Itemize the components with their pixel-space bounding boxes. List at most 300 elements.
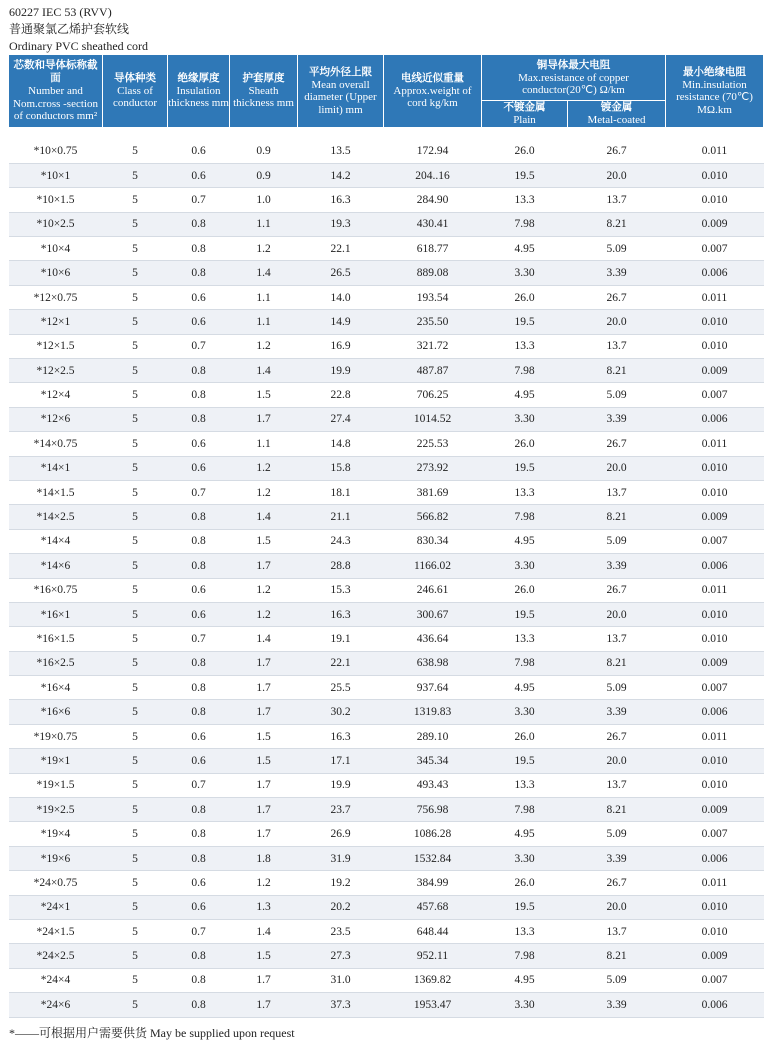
table-row bbox=[9, 700, 764, 724]
cell-weight: 204..16 bbox=[384, 163, 482, 187]
cell-min-insulation: 0.009 bbox=[666, 505, 764, 529]
table-row bbox=[9, 627, 764, 651]
cell-min-insulation: 0.011 bbox=[666, 724, 764, 748]
table-row bbox=[9, 480, 764, 504]
cell-insulation: 0.8 bbox=[168, 798, 230, 822]
cell-res-plain: 3.30 bbox=[482, 554, 568, 578]
cell-res-coated: 13.7 bbox=[568, 334, 666, 358]
cell-class: 5 bbox=[103, 359, 168, 383]
cell-res-coated: 13.7 bbox=[568, 920, 666, 944]
cell-res-coated: 26.7 bbox=[568, 140, 666, 164]
cell-sheath: 1.5 bbox=[230, 529, 298, 553]
cell-insulation: 0.6 bbox=[168, 285, 230, 309]
cell-size: *19×2.5 bbox=[9, 798, 103, 822]
cell-size: *19×1 bbox=[9, 749, 103, 773]
cell-res-plain: 26.0 bbox=[482, 285, 568, 309]
cell-min-insulation: 0.010 bbox=[666, 920, 764, 944]
table-row bbox=[9, 334, 764, 358]
cell-res-plain: 3.30 bbox=[482, 846, 568, 870]
cell-min-insulation: 0.010 bbox=[666, 334, 764, 358]
cell-class: 5 bbox=[103, 993, 168, 1017]
cell-res-plain: 7.98 bbox=[482, 651, 568, 675]
cell-diameter: 17.1 bbox=[298, 749, 384, 773]
cell-min-insulation: 0.007 bbox=[666, 968, 764, 992]
cell-sheath: 1.7 bbox=[230, 822, 298, 846]
table-row bbox=[9, 651, 764, 675]
cell-res-plain: 7.98 bbox=[482, 944, 568, 968]
table-row bbox=[9, 724, 764, 748]
cell-size: *16×4 bbox=[9, 676, 103, 700]
title-chinese: 普通聚氯乙烯护套软线 bbox=[9, 22, 130, 36]
cell-size: *12×6 bbox=[9, 407, 103, 431]
table-row bbox=[9, 773, 764, 797]
cell-insulation: 0.8 bbox=[168, 846, 230, 870]
cell-size: *14×1 bbox=[9, 456, 103, 480]
cell-diameter: 22.1 bbox=[298, 651, 384, 675]
cell-res-coated: 26.7 bbox=[568, 871, 666, 895]
cell-diameter: 14.8 bbox=[298, 432, 384, 456]
cell-size: *14×4 bbox=[9, 529, 103, 553]
table-row bbox=[9, 529, 764, 553]
cell-min-insulation: 0.007 bbox=[666, 822, 764, 846]
cell-size: *12×1 bbox=[9, 310, 103, 334]
cell-weight: 1953.47 bbox=[384, 993, 482, 1017]
cell-weight: 1014.52 bbox=[384, 407, 482, 431]
cell-size: *24×6 bbox=[9, 993, 103, 1017]
cell-diameter: 14.0 bbox=[298, 285, 384, 309]
cell-sheath: 1.2 bbox=[230, 602, 298, 626]
cell-min-insulation: 0.006 bbox=[666, 407, 764, 431]
cell-weight: 384.99 bbox=[384, 871, 482, 895]
cell-weight: 952.11 bbox=[384, 944, 482, 968]
cell-class: 5 bbox=[103, 188, 168, 212]
cell-res-plain: 7.98 bbox=[482, 798, 568, 822]
table-row bbox=[9, 822, 764, 846]
cell-weight: 225.53 bbox=[384, 432, 482, 456]
cell-insulation: 0.7 bbox=[168, 627, 230, 651]
cell-res-coated: 13.7 bbox=[568, 188, 666, 212]
cell-class: 5 bbox=[103, 871, 168, 895]
cell-class: 5 bbox=[103, 212, 168, 236]
cell-weight: 300.67 bbox=[384, 602, 482, 626]
cell-size: *10×6 bbox=[9, 261, 103, 285]
cell-sheath: 1.7 bbox=[230, 700, 298, 724]
cell-insulation: 0.6 bbox=[168, 871, 230, 895]
table-row bbox=[9, 505, 764, 529]
cell-insulation: 0.8 bbox=[168, 968, 230, 992]
cell-class: 5 bbox=[103, 310, 168, 334]
table-row bbox=[9, 968, 764, 992]
cell-sheath: 1.5 bbox=[230, 383, 298, 407]
cell-insulation: 0.8 bbox=[168, 261, 230, 285]
cell-class: 5 bbox=[103, 163, 168, 187]
cell-min-insulation: 0.010 bbox=[666, 895, 764, 919]
cell-diameter: 14.2 bbox=[298, 163, 384, 187]
cell-diameter: 20.2 bbox=[298, 895, 384, 919]
cell-sheath: 1.7 bbox=[230, 651, 298, 675]
cell-class: 5 bbox=[103, 383, 168, 407]
cell-weight: 830.34 bbox=[384, 529, 482, 553]
cell-diameter: 19.9 bbox=[298, 773, 384, 797]
table-row bbox=[9, 578, 764, 602]
cell-diameter: 31.9 bbox=[298, 846, 384, 870]
cell-insulation: 0.8 bbox=[168, 212, 230, 236]
cell-size: *16×2.5 bbox=[9, 651, 103, 675]
cell-size: *24×4 bbox=[9, 968, 103, 992]
cell-sheath: 1.0 bbox=[230, 188, 298, 212]
cell-weight: 493.43 bbox=[384, 773, 482, 797]
cell-size: *19×0.75 bbox=[9, 724, 103, 748]
cell-min-insulation: 0.007 bbox=[666, 529, 764, 553]
cell-diameter: 22.1 bbox=[298, 237, 384, 261]
header-mean-overall-diameter: 平均外径上限 Mean overall diameter (Upper limit) mm bbox=[298, 55, 384, 128]
table-row bbox=[9, 895, 764, 919]
cell-diameter: 23.7 bbox=[298, 798, 384, 822]
cell-weight: 1532.84 bbox=[384, 846, 482, 870]
cell-min-insulation: 0.011 bbox=[666, 140, 764, 164]
cell-weight: 321.72 bbox=[384, 334, 482, 358]
cell-min-insulation: 0.010 bbox=[666, 627, 764, 651]
cell-res-coated: 13.7 bbox=[568, 773, 666, 797]
title-english: Ordinary PVC sheathed cord bbox=[9, 39, 148, 53]
cell-res-plain: 13.3 bbox=[482, 627, 568, 651]
cell-class: 5 bbox=[103, 749, 168, 773]
cell-size: *16×1 bbox=[9, 602, 103, 626]
table-row bbox=[9, 920, 764, 944]
cell-res-coated: 5.09 bbox=[568, 529, 666, 553]
cell-res-plain: 4.95 bbox=[482, 383, 568, 407]
cell-min-insulation: 0.009 bbox=[666, 944, 764, 968]
cell-res-coated: 20.0 bbox=[568, 456, 666, 480]
cell-res-plain: 4.95 bbox=[482, 237, 568, 261]
cell-insulation: 0.8 bbox=[168, 651, 230, 675]
cell-size: *10×1 bbox=[9, 163, 103, 187]
cell-res-coated: 20.0 bbox=[568, 310, 666, 334]
cell-weight: 289.10 bbox=[384, 724, 482, 748]
cell-diameter: 18.1 bbox=[298, 480, 384, 504]
cell-weight: 566.82 bbox=[384, 505, 482, 529]
table-row bbox=[9, 846, 764, 870]
cell-min-insulation: 0.010 bbox=[666, 480, 764, 504]
cell-res-plain: 13.3 bbox=[482, 188, 568, 212]
cell-res-plain: 7.98 bbox=[482, 505, 568, 529]
cell-res-plain: 26.0 bbox=[482, 140, 568, 164]
cell-diameter: 15.3 bbox=[298, 578, 384, 602]
cell-res-coated: 3.39 bbox=[568, 846, 666, 870]
cell-insulation: 0.6 bbox=[168, 456, 230, 480]
cell-weight: 937.64 bbox=[384, 676, 482, 700]
cell-sheath: 1.4 bbox=[230, 261, 298, 285]
cell-min-insulation: 0.006 bbox=[666, 993, 764, 1017]
cell-min-insulation: 0.010 bbox=[666, 163, 764, 187]
cell-min-insulation: 0.010 bbox=[666, 456, 764, 480]
cell-min-insulation: 0.010 bbox=[666, 602, 764, 626]
header-insulation-thickness: 绝缘厚度 Insulation thickness mm bbox=[168, 55, 230, 128]
cell-diameter: 16.9 bbox=[298, 334, 384, 358]
cell-sheath: 1.4 bbox=[230, 359, 298, 383]
cell-class: 5 bbox=[103, 432, 168, 456]
table-row bbox=[9, 261, 764, 285]
cell-insulation: 0.8 bbox=[168, 822, 230, 846]
cell-insulation: 0.6 bbox=[168, 749, 230, 773]
cell-insulation: 0.8 bbox=[168, 529, 230, 553]
cell-class: 5 bbox=[103, 529, 168, 553]
cell-diameter: 16.3 bbox=[298, 188, 384, 212]
cell-res-plain: 19.5 bbox=[482, 456, 568, 480]
cell-sheath: 1.2 bbox=[230, 480, 298, 504]
cell-class: 5 bbox=[103, 846, 168, 870]
cell-insulation: 0.7 bbox=[168, 188, 230, 212]
cell-min-insulation: 0.006 bbox=[666, 700, 764, 724]
cell-weight: 648.44 bbox=[384, 920, 482, 944]
cell-size: *10×4 bbox=[9, 237, 103, 261]
cell-res-coated: 13.7 bbox=[568, 627, 666, 651]
cell-res-plain: 19.5 bbox=[482, 310, 568, 334]
cell-size: *14×1.5 bbox=[9, 480, 103, 504]
cell-size: *14×0.75 bbox=[9, 432, 103, 456]
cell-res-plain: 7.98 bbox=[482, 359, 568, 383]
cell-min-insulation: 0.007 bbox=[666, 676, 764, 700]
cell-insulation: 0.6 bbox=[168, 432, 230, 456]
cell-class: 5 bbox=[103, 895, 168, 919]
cell-size: *16×1.5 bbox=[9, 627, 103, 651]
table-row bbox=[9, 163, 764, 187]
cell-res-coated: 8.21 bbox=[568, 944, 666, 968]
cell-sheath: 1.7 bbox=[230, 798, 298, 822]
cell-class: 5 bbox=[103, 920, 168, 944]
cell-res-plain: 26.0 bbox=[482, 432, 568, 456]
specification-table bbox=[8, 54, 764, 1018]
cell-diameter: 19.1 bbox=[298, 627, 384, 651]
cell-weight: 1369.82 bbox=[384, 968, 482, 992]
cell-diameter: 27.4 bbox=[298, 407, 384, 431]
cell-min-insulation: 0.006 bbox=[666, 261, 764, 285]
cell-size: *19×6 bbox=[9, 846, 103, 870]
cell-sheath: 1.1 bbox=[230, 212, 298, 236]
cell-class: 5 bbox=[103, 968, 168, 992]
cell-min-insulation: 0.011 bbox=[666, 432, 764, 456]
cell-weight: 756.98 bbox=[384, 798, 482, 822]
cell-res-coated: 20.0 bbox=[568, 895, 666, 919]
cell-size: *16×6 bbox=[9, 700, 103, 724]
cell-diameter: 37.3 bbox=[298, 993, 384, 1017]
cell-class: 5 bbox=[103, 700, 168, 724]
cell-diameter: 30.2 bbox=[298, 700, 384, 724]
cell-weight: 638.98 bbox=[384, 651, 482, 675]
cell-sheath: 1.7 bbox=[230, 407, 298, 431]
table-row bbox=[9, 407, 764, 431]
table-row bbox=[9, 237, 764, 261]
cell-weight: 430.41 bbox=[384, 212, 482, 236]
cell-res-plain: 19.5 bbox=[482, 602, 568, 626]
document-title-block bbox=[9, 4, 148, 55]
cell-sheath: 1.1 bbox=[230, 285, 298, 309]
cell-class: 5 bbox=[103, 724, 168, 748]
cell-class: 5 bbox=[103, 822, 168, 846]
cell-sheath: 1.7 bbox=[230, 773, 298, 797]
table-row bbox=[9, 212, 764, 236]
cell-weight: 1166.02 bbox=[384, 554, 482, 578]
cell-res-coated: 5.09 bbox=[568, 383, 666, 407]
cell-res-coated: 13.7 bbox=[568, 480, 666, 504]
cell-insulation: 0.8 bbox=[168, 700, 230, 724]
cell-res-plain: 26.0 bbox=[482, 724, 568, 748]
cell-weight: 246.61 bbox=[384, 578, 482, 602]
cell-res-coated: 20.0 bbox=[568, 749, 666, 773]
cell-diameter: 19.9 bbox=[298, 359, 384, 383]
cell-res-coated: 3.39 bbox=[568, 993, 666, 1017]
table-row bbox=[9, 749, 764, 773]
cell-size: *12×0.75 bbox=[9, 285, 103, 309]
cell-res-plain: 3.30 bbox=[482, 700, 568, 724]
cell-insulation: 0.8 bbox=[168, 554, 230, 578]
cell-weight: 345.34 bbox=[384, 749, 482, 773]
cell-sheath: 1.7 bbox=[230, 968, 298, 992]
footnote: *——可根据用户需要供货 May be supplied upon request bbox=[9, 1026, 295, 1040]
cell-min-insulation: 0.007 bbox=[666, 237, 764, 261]
cell-sheath: 1.7 bbox=[230, 676, 298, 700]
cell-diameter: 26.5 bbox=[298, 261, 384, 285]
cell-diameter: 25.5 bbox=[298, 676, 384, 700]
cell-res-plain: 19.5 bbox=[482, 749, 568, 773]
cell-class: 5 bbox=[103, 651, 168, 675]
cell-res-plain: 4.95 bbox=[482, 968, 568, 992]
cell-res-plain: 13.3 bbox=[482, 920, 568, 944]
cell-class: 5 bbox=[103, 773, 168, 797]
cell-res-plain: 13.3 bbox=[482, 480, 568, 504]
cell-insulation: 0.6 bbox=[168, 602, 230, 626]
cell-res-coated: 5.09 bbox=[568, 676, 666, 700]
table-row bbox=[9, 993, 764, 1017]
cell-min-insulation: 0.011 bbox=[666, 285, 764, 309]
cell-class: 5 bbox=[103, 676, 168, 700]
cell-weight: 889.08 bbox=[384, 261, 482, 285]
cell-sheath: 1.2 bbox=[230, 237, 298, 261]
cell-sheath: 0.9 bbox=[230, 140, 298, 164]
cell-size: *16×0.75 bbox=[9, 578, 103, 602]
cell-sheath: 1.2 bbox=[230, 334, 298, 358]
cell-size: *14×2.5 bbox=[9, 505, 103, 529]
cell-res-coated: 20.0 bbox=[568, 163, 666, 187]
cell-insulation: 0.8 bbox=[168, 993, 230, 1017]
cell-size: *10×0.75 bbox=[9, 140, 103, 164]
cell-diameter: 16.3 bbox=[298, 602, 384, 626]
cell-res-plain: 13.3 bbox=[482, 334, 568, 358]
cell-res-coated: 8.21 bbox=[568, 212, 666, 236]
table-row bbox=[9, 140, 764, 164]
cell-sheath: 0.9 bbox=[230, 163, 298, 187]
cell-size: *12×2.5 bbox=[9, 359, 103, 383]
cell-insulation: 0.6 bbox=[168, 895, 230, 919]
standard-code: 60227 IEC 53 (RVV) bbox=[9, 5, 112, 19]
cell-insulation: 0.8 bbox=[168, 359, 230, 383]
cell-size: *14×6 bbox=[9, 554, 103, 578]
cell-res-coated: 26.7 bbox=[568, 432, 666, 456]
cell-res-coated: 3.39 bbox=[568, 554, 666, 578]
cell-min-insulation: 0.009 bbox=[666, 359, 764, 383]
cell-class: 5 bbox=[103, 578, 168, 602]
cell-res-plain: 3.30 bbox=[482, 407, 568, 431]
cell-diameter: 16.3 bbox=[298, 724, 384, 748]
cell-weight: 487.87 bbox=[384, 359, 482, 383]
header-approx-weight: 电线近似重量 Approx.weight of cord kg/km bbox=[384, 55, 482, 128]
cell-weight: 381.69 bbox=[384, 480, 482, 504]
cell-min-insulation: 0.010 bbox=[666, 188, 764, 212]
cell-size: *19×1.5 bbox=[9, 773, 103, 797]
cell-size: *24×1 bbox=[9, 895, 103, 919]
cell-diameter: 14.9 bbox=[298, 310, 384, 334]
cell-weight: 436.64 bbox=[384, 627, 482, 651]
table-row bbox=[9, 944, 764, 968]
cell-insulation: 0.6 bbox=[168, 140, 230, 164]
cell-diameter: 23.5 bbox=[298, 920, 384, 944]
cell-insulation: 0.6 bbox=[168, 724, 230, 748]
cell-class: 5 bbox=[103, 798, 168, 822]
table-row bbox=[9, 602, 764, 626]
header-metal-coated: 镀金属 Metal-coated bbox=[568, 101, 666, 128]
cell-res-plain: 7.98 bbox=[482, 212, 568, 236]
cell-weight: 706.25 bbox=[384, 383, 482, 407]
cell-res-coated: 5.09 bbox=[568, 237, 666, 261]
cell-class: 5 bbox=[103, 456, 168, 480]
header-min-insulation-resistance: 最小绝缘电阻 Min.insulation resistance (70℃) MΩ.km bbox=[666, 55, 764, 128]
cell-sheath: 1.7 bbox=[230, 554, 298, 578]
table-row bbox=[9, 359, 764, 383]
cell-sheath: 1.7 bbox=[230, 993, 298, 1017]
cell-res-coated: 26.7 bbox=[568, 724, 666, 748]
cell-size: *10×2.5 bbox=[9, 212, 103, 236]
cell-class: 5 bbox=[103, 285, 168, 309]
table-row bbox=[9, 676, 764, 700]
cell-diameter: 24.3 bbox=[298, 529, 384, 553]
cell-insulation: 0.6 bbox=[168, 578, 230, 602]
cell-insulation: 0.8 bbox=[168, 944, 230, 968]
table-row bbox=[9, 285, 764, 309]
cell-min-insulation: 0.007 bbox=[666, 383, 764, 407]
cell-res-plain: 4.95 bbox=[482, 676, 568, 700]
cell-sheath: 1.4 bbox=[230, 505, 298, 529]
cell-size: *24×1.5 bbox=[9, 920, 103, 944]
cell-min-insulation: 0.011 bbox=[666, 578, 764, 602]
cell-min-insulation: 0.010 bbox=[666, 773, 764, 797]
cell-insulation: 0.8 bbox=[168, 237, 230, 261]
cell-res-plain: 3.30 bbox=[482, 261, 568, 285]
cell-class: 5 bbox=[103, 602, 168, 626]
cell-res-coated: 3.39 bbox=[568, 407, 666, 431]
cell-sheath: 1.5 bbox=[230, 724, 298, 748]
cell-diameter: 15.8 bbox=[298, 456, 384, 480]
cell-res-coated: 3.39 bbox=[568, 261, 666, 285]
cell-diameter: 28.8 bbox=[298, 554, 384, 578]
cell-sheath: 1.4 bbox=[230, 627, 298, 651]
cell-res-plain: 13.3 bbox=[482, 773, 568, 797]
cell-weight: 273.92 bbox=[384, 456, 482, 480]
cell-weight: 235.50 bbox=[384, 310, 482, 334]
cell-size: *24×0.75 bbox=[9, 871, 103, 895]
cell-weight: 1319.83 bbox=[384, 700, 482, 724]
table-row bbox=[9, 432, 764, 456]
cell-insulation: 0.6 bbox=[168, 163, 230, 187]
cell-insulation: 0.7 bbox=[168, 480, 230, 504]
cell-res-coated: 5.09 bbox=[568, 822, 666, 846]
cell-res-coated: 20.0 bbox=[568, 602, 666, 626]
cell-insulation: 0.7 bbox=[168, 773, 230, 797]
cell-weight: 284.90 bbox=[384, 188, 482, 212]
cell-sheath: 1.1 bbox=[230, 310, 298, 334]
cell-weight: 457.68 bbox=[384, 895, 482, 919]
cell-insulation: 0.8 bbox=[168, 407, 230, 431]
cell-diameter: 22.8 bbox=[298, 383, 384, 407]
